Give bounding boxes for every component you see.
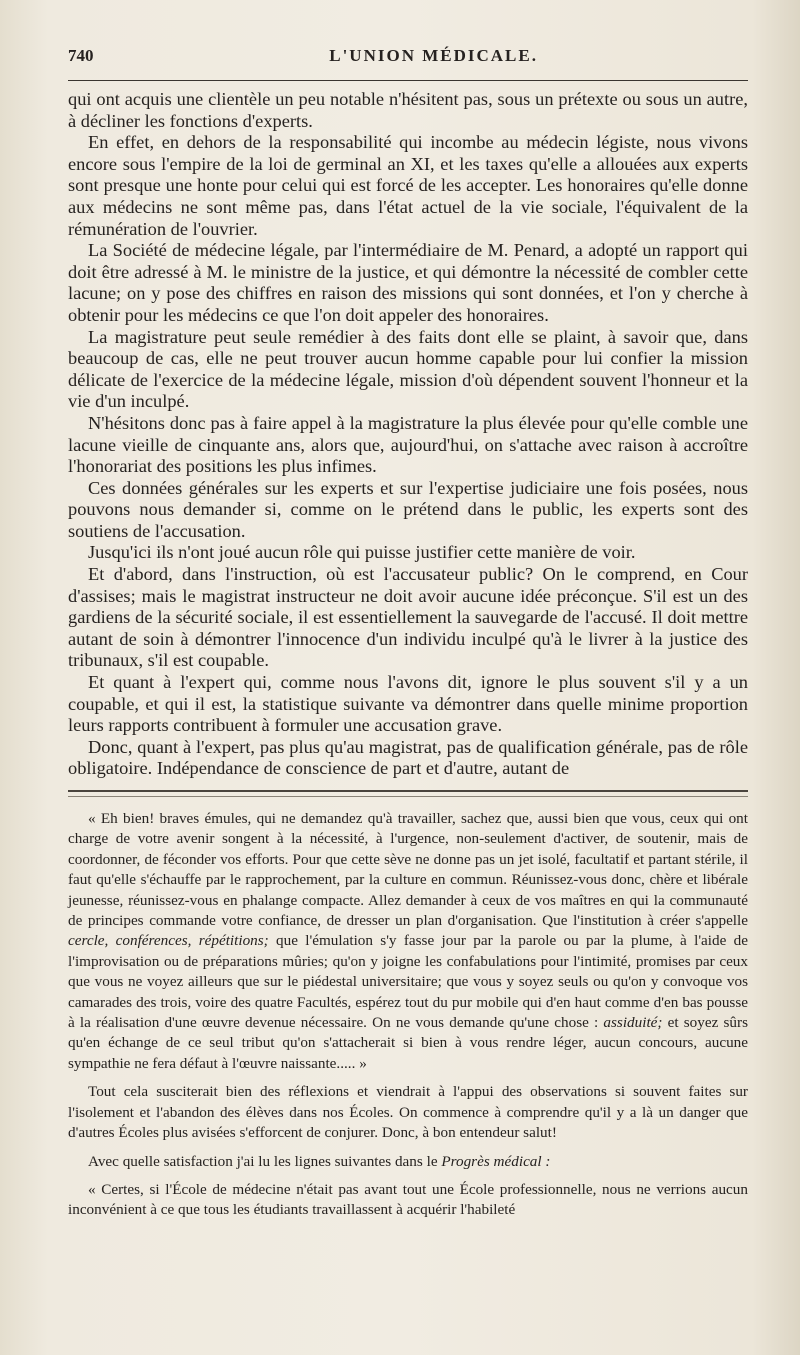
quote-emphasis: assiduité;: [603, 1014, 663, 1032]
body-paragraph: N'hésitons donc pas à faire appel à la magistrature la plus élevée pour qu'elle comble une lacune vieille de cinquante ans, alors que, aujourd'hui, on s'attache avec raison à accroître l'honorariat des positions les plus infimes.: [68, 412, 748, 477]
journal-reference: Progrès médical :: [441, 1152, 551, 1170]
body-paragraph: qui ont acquis une clientèle un peu notable n'hésitent pas, sous un prétexte ou sous un autre, à décliner les fonctions d'experts.: [68, 89, 748, 131]
page-number: 740: [68, 46, 94, 65]
quote-text: « Eh bien! braves émules, qui ne demandez qu'à travailler, sachez que, aussi bien que vous, ceux qui ont charge de votre avenir songent à la nécessité, à l'urgence, non-seulement d'activer, de soutenir, mais de coordonner, de féconder vos efforts. Pour que cette sève ne donne pas un jet isolé, facultatif et partant stérile, il faut qu'elle s'échauffe par le rapprochement, par la culture en commun. Réunissez-vous donc, chère et libérale jeunesse, réunissez-vous en phalange compacte. Allez demander à ceux de vos maîtres en qui la communauté de principes commande votre confiance, de dresser un plan d'organisation. Que l'institution à créer s'appelle: [68, 810, 748, 930]
body-paragraph: Ces données générales sur les experts et sur l'expertise judiciaire une fois posées, nous pouvons nous demander si, comme on le prétend dans le public, les experts sont des soutiens de l'accusation.: [68, 477, 748, 541]
body-paragraph: La Société de médecine légale, par l'intermédiaire de M. Penard, a adopté un rapport qui doit être adressé à M. le ministre de la justice, et qui démontre la nécessité de combler cette lacune; on y pose des chiffres en raison des missions qui sont données, et l'on y cherche à obtenir pour les médecins ce que l'on doit appeler des honoraires.: [68, 240, 748, 325]
section-divider: [68, 790, 748, 797]
body-paragraph: Et quant à l'expert qui, comme nous l'avons dit, ignore le plus souvent s'il y a un coupable, et qui il est, la statistique suivante va démontrer dans quelle minime proportion leurs rapports contribuent à formuler une accusation grave.: [68, 672, 748, 736]
quote-text: que l'émulation s'y fasse jour par la parole ou par la plume, à l'aide de l'improvisation ou de préparations mûries; qu'on y joigne les confabulations pour l'intimité, promises par ceux que vous ne voyez ailleurs que sur le piédestal universitaire; que vous y soyez seuls ou qu'on y convoque vos camarades des trois, voire des quatre Facultés, espérez tout du pur mobile qui d'en haut comme d'en bas pousse à la réalisation d'une œuvre devenue nécessaire. On ne vous demande qu'une chose :: [68, 932, 748, 1032]
footnote-paragraph: « Certes, si l'École de médecine n'était pas avant tout une École professionnelle, nous ne verrions aucun inconvénient à ce que tous les étudiants travaillassent à acquérir l'habileté: [68, 1180, 748, 1219]
feuilleton-text: [68, 809, 748, 1221]
body-paragraph: Et d'abord, dans l'instruction, où est l'accusateur public? On le comprend, en Cour d'assises; mais le magistrat instructeur ne doit avoir aucune idée préconçue. S'il est un des gardiens de la sécurité sociale, il est essentiellement la sauvegarde de l'accusé. Il doit mettre autant de soin à démontrer l'innocence d'un individu inculpé qu'à le livrer à la justice des tribunaux, s'il est coupable.: [68, 564, 748, 671]
footnote-text: Avec quelle satisfaction j'ai lu les lignes suivantes dans le: [88, 1152, 442, 1170]
footnote-paragraph: Tout cela susciterait bien des réflexions et viendrait à l'appui des observations si souvent faites sur l'isolement et l'abandon des élèves dans nos Écoles. On commence à comprendre qu'il y a là un danger que d'autres Écoles plus avisées s'efforcent de conjurer. Donc, à bon entendeur salut!: [68, 1083, 748, 1142]
body-paragraph: En effet, en dehors de la responsabilité qui incombe au médecin légiste, nous vivons encore sous l'empire de la loi de germinal an XI, et les taxes qu'elle a allouées aux experts sont presque une honte pour celui qui est forcé de les accepter. Les honoraires qu'elle donne aux médecins ne sont même pas, dans l'état actuel de la vie sociale, l'équivalent de la rémunération de l'ouvrier.: [68, 132, 748, 239]
body-paragraph: Donc, quant à l'expert, pas plus qu'au magistrat, pas de qualification générale, pas de rôle obligatoire. Indépendance de conscience de part et d'autre, autant de: [68, 736, 748, 779]
quote-emphasis: cercle, conférences, répétitions;: [68, 932, 269, 950]
running-header: [68, 46, 748, 74]
main-text: [68, 89, 748, 780]
quote-text: et soyez sûrs qu'en échange de ce seul tribut qu'on s'attacherait si bien à vous rendre léger, aucun concours, aucune sympathie ne fera défaut à l'œuvre naissante..... »: [68, 1014, 748, 1072]
body-paragraph: Jusqu'ici ils n'ont joué aucun rôle qui puisse justifier cette manière de voir.: [88, 542, 636, 563]
body-paragraph: La magistrature peut seule remédier à des faits dont elle se plaint, à savoir que, dans beaucoup de cas, elle ne peut trouver aucun homme capable pour lui confier la mission délicate de l'exercice de la médecine légale, mission d'où dépendent souvent l'honneur et la vie d'un inculpé.: [68, 326, 748, 412]
quote-paragraph: [68, 809, 748, 1074]
journal-title: L'UNION MÉDICALE.: [329, 46, 538, 65]
header-rule: [68, 80, 748, 81]
footnote-paragraph: [68, 1152, 748, 1172]
